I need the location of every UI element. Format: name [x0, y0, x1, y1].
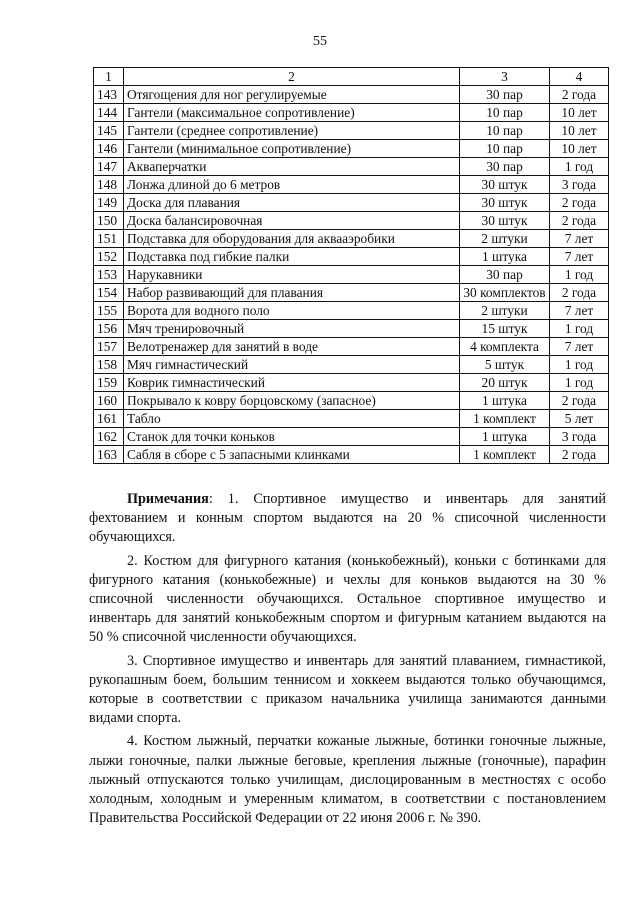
table-row: [94, 140, 609, 158]
row-term: 1 год: [550, 374, 609, 392]
row-term: 2 года: [550, 392, 609, 410]
row-item-name: Доска балансировочная: [124, 212, 460, 230]
table-row: [94, 356, 609, 374]
row-term: 1 год: [550, 266, 609, 284]
table-row: [94, 284, 609, 302]
row-number: 149: [94, 194, 124, 212]
row-item-name: Гантели (минимальное сопротивление): [124, 140, 460, 158]
note-4: 4. Костюм лыжный, перчатки кожаные лыжные, ботинки гоночные лыжные, лыжи гоночные, палки лыжные беговые, крепления лыжные (гоночные), парафин лыжный отпускаются только училищам, дислоцированным в местностях с особо холодным, холодным и умеренным климатом, в соответствии с постановлением Правительства Российской Федерации от 22 июня 2006 г. № 390.: [89, 733, 606, 827]
row-item-name: Подставка под гибкие палки: [124, 248, 460, 266]
table-row: [94, 176, 609, 194]
page-number: 55: [313, 34, 327, 49]
table-row: [94, 392, 609, 410]
row-quantity: 30 штук: [460, 194, 550, 212]
row-quantity: 1 штука: [460, 392, 550, 410]
row-number: 153: [94, 266, 124, 284]
row-term: 1 год: [550, 320, 609, 338]
row-term: 2 года: [550, 284, 609, 302]
table-row: [94, 212, 609, 230]
row-item-name: Доска для плавания: [124, 194, 460, 212]
row-quantity: 10 пар: [460, 140, 550, 158]
table-row: [94, 248, 609, 266]
row-number: 151: [94, 230, 124, 248]
table-row: [94, 122, 609, 140]
row-number: 160: [94, 392, 124, 410]
row-number: 159: [94, 374, 124, 392]
row-item-name: Велотренажер для занятий в воде: [124, 338, 460, 356]
row-quantity: 30 пар: [460, 266, 550, 284]
row-term: 2 года: [550, 446, 609, 464]
table-row: [94, 446, 609, 464]
row-quantity: 30 штук: [460, 212, 550, 230]
table-row: [94, 410, 609, 428]
row-term: 3 года: [550, 176, 609, 194]
row-item-name: Лонжа длиной до 6 метров: [124, 176, 460, 194]
row-term: 5 лет: [550, 410, 609, 428]
row-item-name: Мяч тренировочный: [124, 320, 460, 338]
row-number: 158: [94, 356, 124, 374]
row-number: 156: [94, 320, 124, 338]
row-number: 154: [94, 284, 124, 302]
row-item-name: Гантели (максимальное сопротивление): [124, 104, 460, 122]
row-term: 7 лет: [550, 302, 609, 320]
row-number: 161: [94, 410, 124, 428]
row-number: 144: [94, 104, 124, 122]
table-row: [94, 374, 609, 392]
row-item-name: Гантели (среднее сопротивление): [124, 122, 460, 140]
row-term: 2 года: [550, 194, 609, 212]
column-header-name: 2: [124, 68, 460, 86]
row-number: 150: [94, 212, 124, 230]
row-quantity: 30 пар: [460, 86, 550, 104]
row-item-name: Набор развивающий для плавания: [124, 284, 460, 302]
note-1-text: : 1. Спортивное имущество и инвентарь для занятий фехтованием и конным спортом выдаются на 20 % списочной численности обучающихся.: [89, 491, 606, 546]
table-row: [94, 338, 609, 356]
table-body: [94, 86, 609, 464]
note-2: 2. Костюм для фигурного катания (конькобежный), коньки с ботинками для фигурного катания (конькобежные) и чехлы для коньков выдаются на 30 % списочной численности обучающихся. Остальное спортивное имущество и инвентарь для занятий конькобежным спортом и фигурным катанием выдаются на 50 % списочной численности обучающихся.: [89, 552, 606, 646]
row-quantity: 2 штуки: [460, 302, 550, 320]
row-quantity: 30 комплектов: [460, 284, 550, 302]
row-item-name: Акваперчатки: [124, 158, 460, 176]
row-term: 2 года: [550, 86, 609, 104]
row-item-name: Подставка для оборудования для аквааэробики: [124, 230, 460, 248]
row-quantity: 1 штука: [460, 428, 550, 446]
row-quantity: 4 комплекта: [460, 338, 550, 356]
row-term: 7 лет: [550, 338, 609, 356]
table-row: [94, 230, 609, 248]
row-item-name: Коврик гимнастический: [124, 374, 460, 392]
row-term: 1 год: [550, 158, 609, 176]
row-item-name: Покрывало к ковру борцовскому (запасное): [124, 392, 460, 410]
row-quantity: 1 комплект: [460, 410, 550, 428]
inventory-table: [93, 67, 609, 464]
row-quantity: 10 пар: [460, 122, 550, 140]
notes-section: [89, 490, 606, 832]
row-number: 155: [94, 302, 124, 320]
table-row: [94, 302, 609, 320]
row-quantity: 1 штука: [460, 248, 550, 266]
row-quantity: 2 штуки: [460, 230, 550, 248]
column-header-term: 4: [550, 68, 609, 86]
row-item-name: Ворота для водного поло: [124, 302, 460, 320]
row-quantity: 5 штук: [460, 356, 550, 374]
table-row: [94, 428, 609, 446]
row-term: 7 лет: [550, 230, 609, 248]
table-row: [94, 104, 609, 122]
table-row: [94, 158, 609, 176]
row-term: 10 лет: [550, 104, 609, 122]
note-1: [89, 490, 606, 548]
row-term: 1 год: [550, 356, 609, 374]
row-quantity: 30 штук: [460, 176, 550, 194]
row-item-name: Нарукавники: [124, 266, 460, 284]
row-number: 147: [94, 158, 124, 176]
row-number: 162: [94, 428, 124, 446]
table-row: [94, 266, 609, 284]
table-row: [94, 194, 609, 212]
column-header-quantity: 3: [460, 68, 550, 86]
row-quantity: 15 штук: [460, 320, 550, 338]
row-number: 163: [94, 446, 124, 464]
row-term: 2 года: [550, 212, 609, 230]
note-3: 3. Спортивное имущество и инвентарь для занятий плаванием, гимнастикой, рукопашным боем, большим теннисом и хоккеем выдаются только обучающимся, которые в соответствии с приказом начальника училища занимаются данными видами спорта.: [89, 652, 606, 727]
row-quantity: 30 пар: [460, 158, 550, 176]
row-item-name: Мяч гимнастический: [124, 356, 460, 374]
table-header-row: [94, 68, 609, 86]
row-quantity: 20 штук: [460, 374, 550, 392]
row-term: 7 лет: [550, 248, 609, 266]
row-number: 143: [94, 86, 124, 104]
row-item-name: Отягощения для ног регулируемые: [124, 86, 460, 104]
table-row: [94, 320, 609, 338]
row-number: 148: [94, 176, 124, 194]
row-quantity: 1 комплект: [460, 446, 550, 464]
table-row: [94, 86, 609, 104]
notes-label: Примечания: [127, 491, 209, 507]
row-item-name: Сабля в сборе с 5 запасными клинками: [124, 446, 460, 464]
row-number: 145: [94, 122, 124, 140]
row-term: 10 лет: [550, 140, 609, 158]
row-quantity: 10 пар: [460, 104, 550, 122]
row-number: 157: [94, 338, 124, 356]
row-number: 146: [94, 140, 124, 158]
row-term: 10 лет: [550, 122, 609, 140]
row-item-name: Табло: [124, 410, 460, 428]
column-header-number: 1: [94, 68, 124, 86]
row-number: 152: [94, 248, 124, 266]
row-item-name: Станок для точки коньков: [124, 428, 460, 446]
row-term: 3 года: [550, 428, 609, 446]
